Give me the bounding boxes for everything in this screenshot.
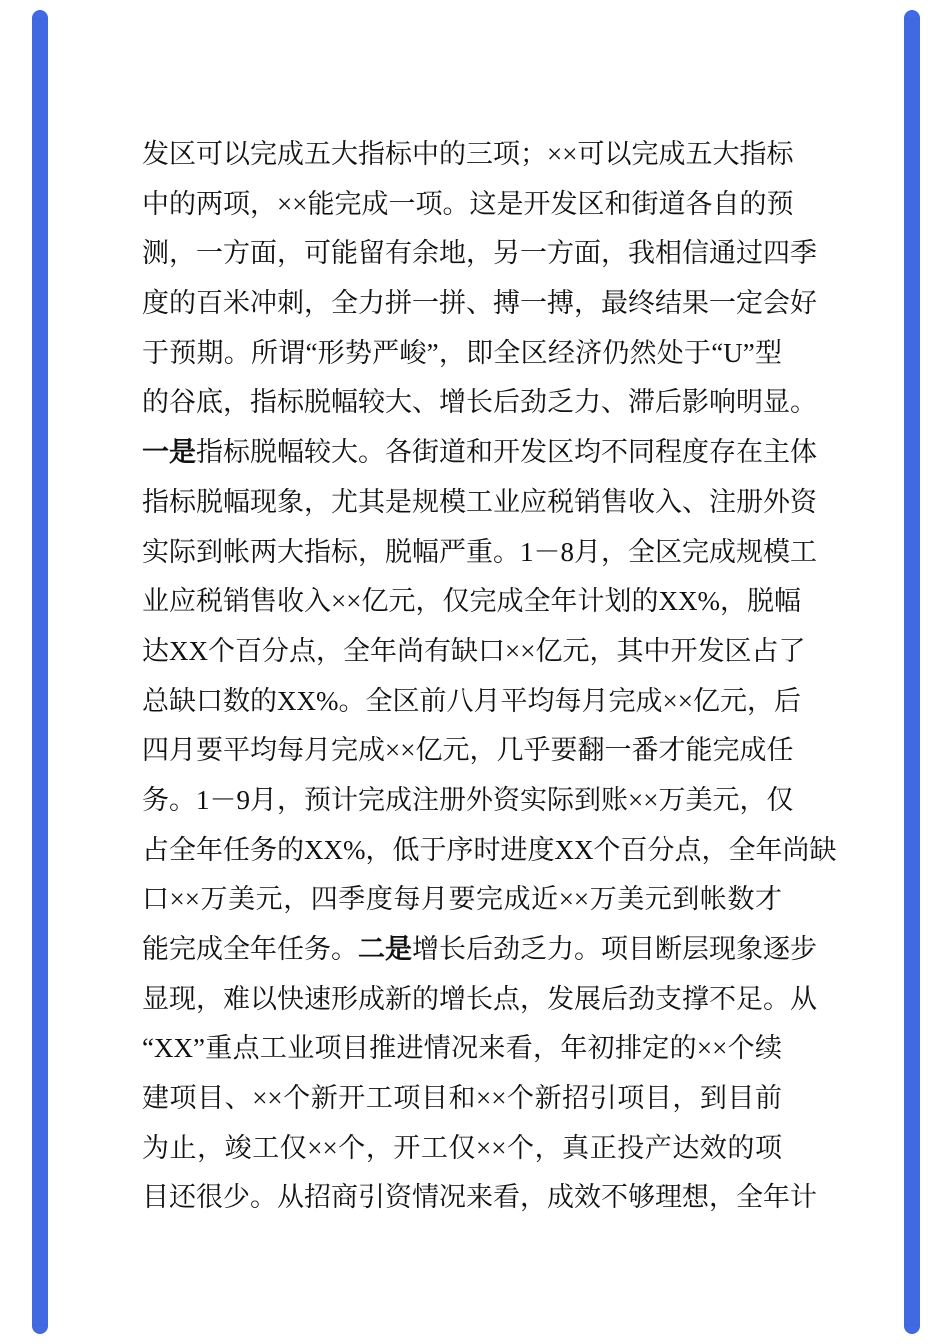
text-line (142, 130, 794, 180)
text-line (142, 1024, 782, 1074)
text-line (142, 627, 806, 677)
text-run: 目还很少。从招商引资情况来看，成效不够理想，全年计 (142, 1182, 817, 1213)
bold-run: 二是 (358, 934, 412, 964)
text-line (142, 428, 817, 478)
document-text-block (142, 130, 837, 1223)
left-scroll-indicator-bar[interactable] (32, 10, 48, 1334)
text-line (142, 329, 782, 379)
text-run: 实际到帐两大指标，脱幅严重。1－8月，全区完成规模工 (142, 536, 817, 567)
text-line (142, 378, 817, 428)
text-line (142, 776, 794, 826)
text-line (142, 1173, 817, 1223)
text-run: 发区可以完成五大指标中的三项；××可以完成五大指标 (142, 139, 794, 169)
text-line (142, 229, 817, 279)
text-run: 指标脱幅较大。各街道和开发区均不同程度存在主体 (196, 437, 817, 468)
text-run: 业应税销售收入××亿元，仅完成全年计划的XX%，脱幅 (142, 586, 801, 617)
text-line (142, 1124, 782, 1174)
text-line (142, 577, 801, 627)
text-run: 度的百米冲刺，全力拼一拼、搏一搏，最终结果一定会好 (142, 288, 817, 319)
text-line (142, 875, 782, 925)
text-run: 指标脱幅现象，尤其是规模工业应税销售收入、注册外资 (142, 486, 817, 517)
text-line (142, 677, 801, 727)
text-line (142, 975, 817, 1025)
text-line (142, 180, 794, 230)
text-run: 占全年任务的XX%，低于序时进度XX个百分点，全年尚缺 (142, 834, 837, 865)
bold-run: 一是 (142, 437, 196, 468)
text-line (142, 478, 817, 528)
text-run: “XX”重点工业项目推进情况来看，年初排定的××个续 (142, 1033, 782, 1064)
text-run: 中的两项，××能完成一项。这是开发区和街道各自的预 (142, 188, 794, 219)
text-run: 口××万美元，四季度每月要完成近××万美元到帐数才 (142, 884, 782, 915)
text-run: 测，一方面，可能留有余地，另一方面，我相信通过四季 (142, 238, 817, 269)
text-run: 建项目、××个新开工项目和××个新招引项目，到目前 (142, 1083, 782, 1114)
text-line (142, 1074, 782, 1124)
right-scroll-indicator-bar[interactable] (904, 10, 920, 1334)
text-run: 务。1－9月，预计完成注册外资实际到账××万美元，仅 (142, 784, 794, 815)
text-run: 达XX个百分点，全年尚有缺口××亿元，其中开发区占了 (142, 635, 806, 666)
text-run: 四月要平均每月完成××亿元，几乎要翻一番才能完成任 (142, 735, 794, 766)
text-line (142, 826, 837, 876)
text-run: 能完成全年任务。 (142, 934, 358, 964)
text-line (142, 528, 817, 578)
text-line (142, 925, 817, 975)
text-run: 于预期。所谓“形势严峻”，即全区经济仍然处于“U”型 (142, 337, 782, 368)
text-run: 为止，竣工仅××个，开工仅××个，真正投产达效的项 (142, 1132, 782, 1163)
text-run: 总缺口数的XX%。全区前八月平均每月完成××亿元，后 (142, 685, 801, 716)
text-run: 显现，难以快速形成新的增长点，发展后劲支撑不足。从 (142, 983, 817, 1014)
text-line (142, 279, 817, 329)
text-run: 增长后劲乏力。项目断层现象逐步 (412, 934, 817, 964)
text-run: 的谷底，指标脱幅较大、增长后劲乏力、滞后影响明显。 (142, 387, 817, 418)
text-line (142, 726, 794, 776)
